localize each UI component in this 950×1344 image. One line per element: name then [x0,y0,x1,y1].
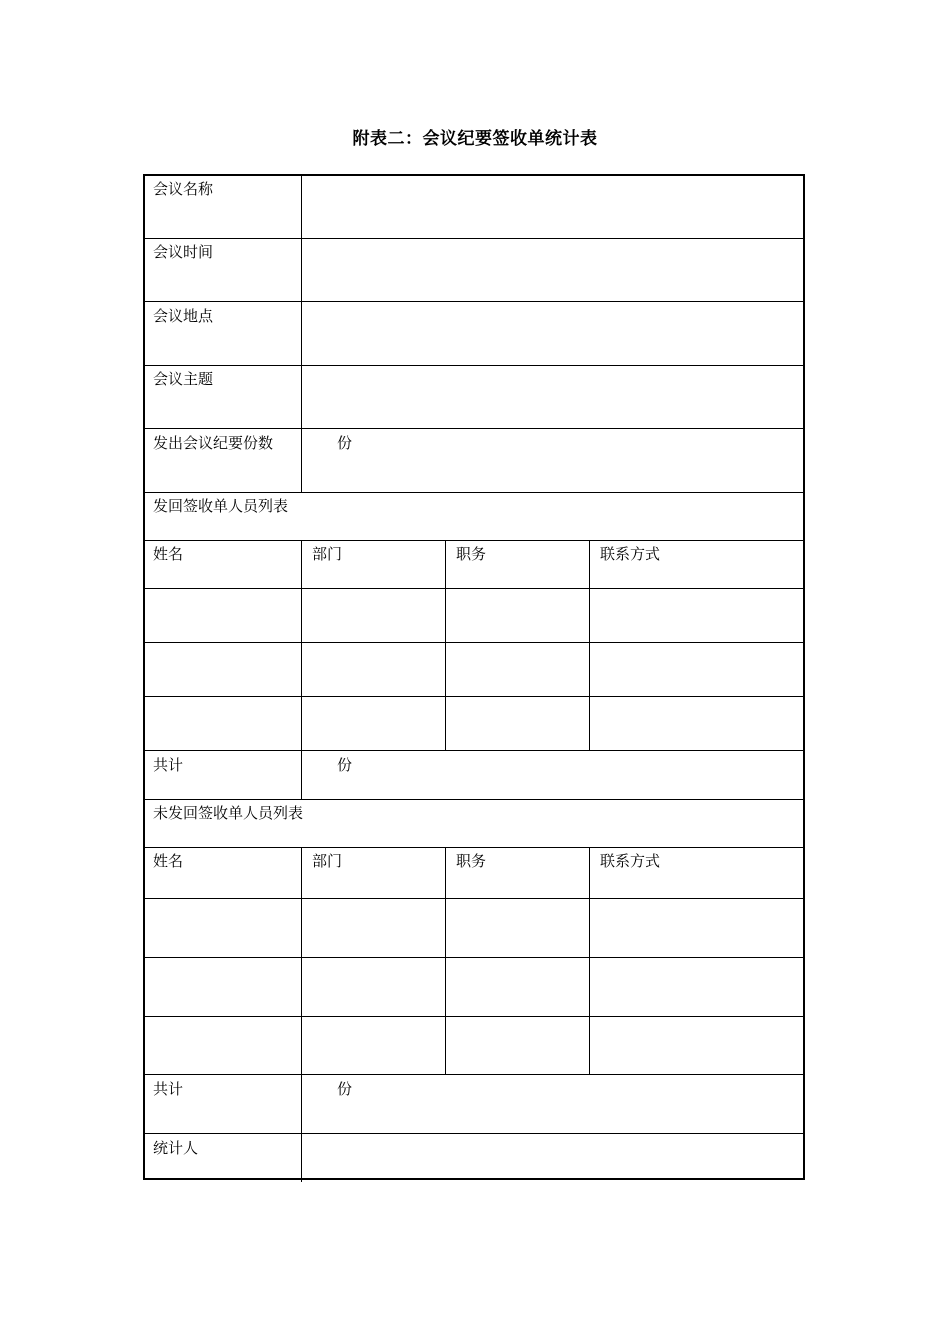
column-divider [445,847,446,1074]
row-divider [145,799,803,800]
column-header-name: 姓名 [153,545,184,563]
column-header-department: 部门 [312,852,343,870]
copies-sent-label: 发出会议纪要份数 [153,434,274,452]
row-divider [145,1074,803,1075]
row-divider [145,957,803,958]
column-divider [589,540,590,750]
column-header-position: 职务 [456,545,487,563]
not-returned-section-label: 未发回签收单人员列表 [153,804,304,822]
row-divider [145,365,803,366]
row-divider [145,642,803,643]
row-divider [145,492,803,493]
returned-total-label: 共计 [153,756,184,774]
column-divider [301,540,302,750]
column-divider [445,540,446,750]
row-divider [145,1133,803,1134]
row-divider [145,750,803,751]
column-header-contact: 联系方式 [600,545,661,563]
statistician-label: 统计人 [153,1139,199,1157]
column-divider [301,750,302,799]
row-divider [145,847,803,848]
returned-section-label: 发回签收单人员列表 [153,497,289,515]
row-divider [145,898,803,899]
copies-unit: 份 [337,434,353,452]
row-divider [145,428,803,429]
row-divider [145,238,803,239]
not-returned-total-label: 共计 [153,1080,184,1098]
meeting-time-label: 会议时间 [153,243,214,261]
row-divider [145,301,803,302]
row-divider [145,1016,803,1017]
form-title: 附表二：会议纪要签收单统计表 [352,129,598,149]
column-header-name: 姓名 [153,852,184,870]
not-returned-total-unit: 份 [337,1080,353,1098]
column-divider [589,847,590,1074]
meeting-name-label: 会议名称 [153,180,214,198]
row-divider [145,588,803,589]
column-header-contact: 联系方式 [600,852,661,870]
statistics-form-table [143,174,805,1180]
column-header-position: 职务 [456,852,487,870]
meeting-topic-label: 会议主题 [153,370,214,388]
row-divider [145,540,803,541]
returned-total-unit: 份 [337,756,353,774]
meeting-place-label: 会议地点 [153,307,214,325]
column-divider [301,847,302,1182]
column-header-department: 部门 [312,545,343,563]
column-divider [301,176,302,492]
row-divider [145,696,803,697]
